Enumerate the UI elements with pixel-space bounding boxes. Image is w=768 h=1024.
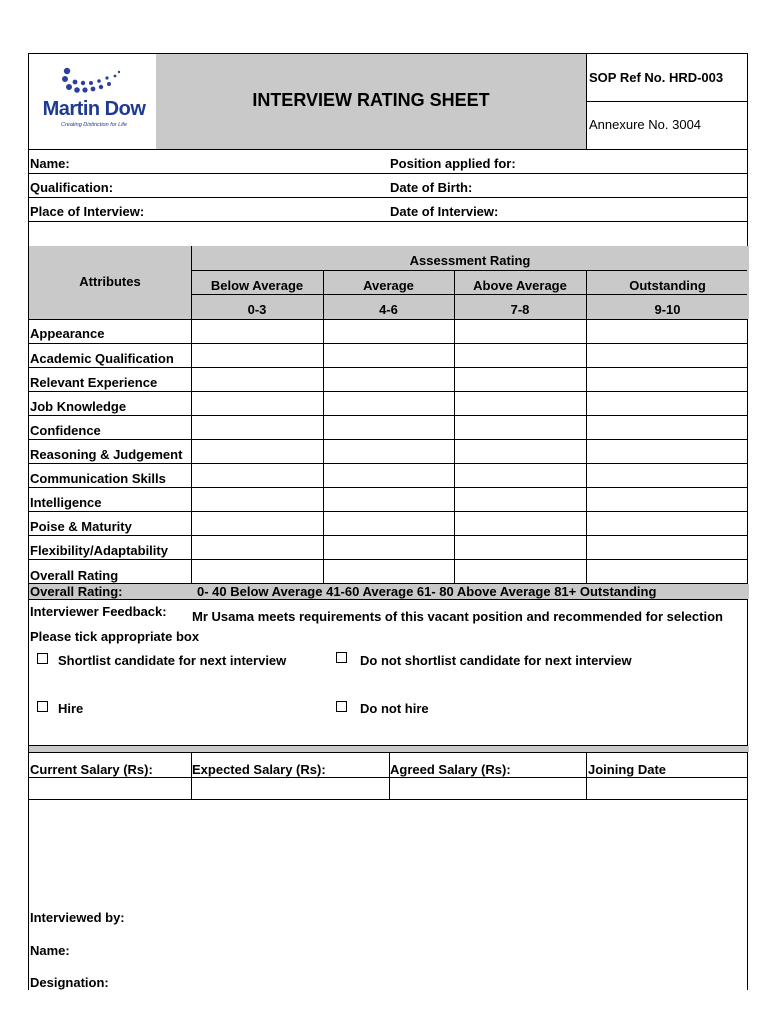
range-average: 4-6	[379, 302, 398, 317]
col-outstanding: Outstanding	[629, 278, 706, 293]
overall-rating-label: Overall Rating:	[30, 584, 123, 599]
place-label: Place of Interview:	[30, 204, 145, 219]
joining-date-label: Joining Date	[588, 762, 667, 777]
attribute-row: Flexibility/Adaptability	[30, 543, 168, 558]
position-label: Position applied for:	[390, 156, 516, 171]
interviewed-by-label: Interviewed by:	[30, 910, 125, 925]
logo-tagline: Creating Distinction for Life	[60, 122, 128, 128]
interviewer-name-label: Name:	[30, 943, 70, 958]
attribute-row: Appearance	[30, 326, 105, 341]
designation-label: Designation:	[30, 975, 109, 990]
attribute-row: Job Knowledge	[30, 399, 127, 414]
attribute-row: Intelligence	[30, 495, 102, 510]
range-above-average: 7-8	[510, 302, 530, 317]
shortlist-checkbox[interactable]	[37, 653, 48, 664]
attribute-row: Overall Rating	[30, 568, 119, 583]
name-label: Name:	[30, 156, 70, 171]
attribute-row: Relevant Experience	[30, 375, 158, 390]
annexure-no: Annexure No. 3004	[589, 117, 702, 132]
col-above-average: Above Average	[473, 278, 567, 293]
attribute-row: Reasoning & Judgement	[30, 447, 183, 462]
current-salary-label: Current Salary (Rs):	[30, 762, 153, 777]
date-label: Date of Interview:	[390, 204, 499, 219]
sop-ref: SOP Ref No. HRD-003	[589, 70, 724, 85]
assessment-header: Assessment Rating	[409, 253, 531, 268]
col-average: Average	[363, 278, 414, 293]
tick-instruction: Please tick appropriate box	[30, 629, 200, 644]
no-hire-checkbox[interactable]	[336, 701, 347, 712]
attribute-row: Poise & Maturity	[30, 519, 132, 534]
agreed-salary-label: Agreed Salary (Rs):	[390, 762, 511, 777]
overall-rating-scale: 0- 40 Below Average 41-60 Average 61- 80 Above Average 81+ Outstanding	[197, 584, 657, 599]
feedback-text: Mr Usama meets requirements of this vacant position and recommended for selection	[192, 609, 723, 624]
expected-salary-label: Expected Salary (Rs):	[192, 762, 326, 777]
hire-checkbox[interactable]	[37, 701, 48, 712]
rating-sheet	[28, 53, 748, 990]
attribute-row: Communication Skills	[30, 471, 166, 486]
shortlist-label: Shortlist candidate for next interview	[58, 653, 287, 668]
qualification-label: Qualification:	[30, 180, 114, 195]
no-hire-label: Do not hire	[360, 701, 429, 716]
page-title: INTERVIEW RATING SHEET	[252, 90, 490, 110]
attribute-row: Confidence	[30, 423, 101, 438]
range-below-average: 0-3	[247, 302, 267, 317]
logo-box	[29, 54, 156, 149]
attributes-header: Attributes	[79, 274, 141, 289]
no-shortlist-label: Do not shortlist candidate for next interview	[360, 653, 632, 668]
dob-label: Date of Birth:	[390, 180, 473, 195]
logo-dots-icon	[59, 66, 123, 96]
feedback-label: Interviewer Feedback:	[30, 604, 167, 619]
no-shortlist-checkbox[interactable]	[336, 652, 347, 663]
attribute-row: Academic Qualification	[30, 351, 174, 366]
col-below-average: Below Average	[210, 278, 304, 293]
range-outstanding: 9-10	[654, 302, 681, 317]
hire-label: Hire	[58, 701, 84, 716]
logo-name: Martin Dow	[42, 98, 146, 120]
